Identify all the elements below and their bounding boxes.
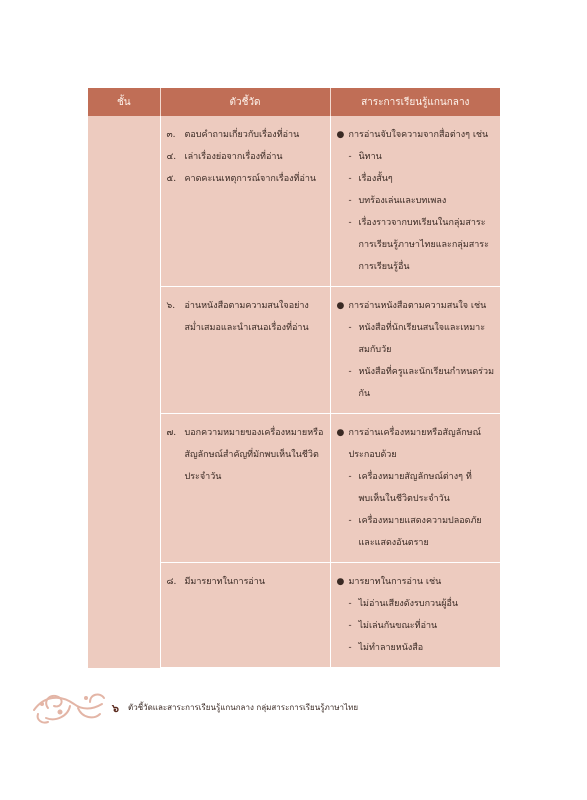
content-item: - เครื่องหมายสัญลักษณ์ต่างๆ ที่พบเห็นในชีวิตประจำวัน (337, 466, 495, 510)
indicator-cell (160, 563, 330, 668)
page-number: ๖ (112, 702, 119, 715)
content-cell (330, 414, 500, 563)
content-item-text: หนังสือที่นักเรียนสนใจและเหมาะสมกับวัย (358, 323, 486, 355)
indicator-number: ๓. (166, 130, 176, 140)
content-intro: การอ่านเครื่องหมายหรือสัญลักษณ์ประกอบด้วย (348, 428, 481, 460)
indicator-number: ๘. (166, 577, 177, 587)
indicator-cell (160, 287, 330, 414)
bullet-icon: ● (336, 130, 345, 140)
indicator-item (167, 124, 324, 146)
indicator-item (167, 571, 324, 593)
content-item: - นิทาน (337, 146, 495, 168)
content-item-text: หนังสือที่ครูและนักเรียนกำหนดร่วมกัน (358, 367, 495, 399)
indicator-text: อ่านหนังสือตามความสนใจอย่างสม่ำเสมอและนำเสนอเรื่องที่อ่าน (184, 301, 309, 333)
content-intro: มารยาทในการอ่าน เช่น (348, 577, 442, 587)
page-footer (30, 688, 550, 724)
content-bullet (337, 295, 495, 317)
content-item-text: บทร้องเล่นและบทเพลง (358, 196, 447, 206)
content-bullet (337, 422, 495, 466)
content-bullet (337, 571, 495, 593)
indicator-text: ตอบคำถามเกี่ยวกับเรื่องที่อ่าน (184, 130, 300, 140)
curriculum-table (88, 88, 500, 668)
content-bullet (337, 124, 495, 146)
indicator-number: ๗. (166, 428, 177, 438)
content-cell (330, 116, 500, 287)
content-item: - บทร้องเล่นและบทเพลง (337, 190, 495, 212)
bullet-icon: ● (336, 301, 345, 311)
indicator-item (167, 295, 324, 339)
content-item-text: นิทาน (358, 152, 382, 162)
bullet-icon: ● (336, 428, 345, 438)
indicator-item (167, 422, 324, 488)
header-core-content: สาระการเรียนรู้แกนกลาง (330, 88, 500, 116)
indicator-cell (160, 116, 330, 287)
content-item-text: ไม่เล่นกันขณะที่อ่าน (358, 621, 438, 631)
indicator-text: คาดคะเนเหตุการณ์จากเรื่องที่อ่าน (184, 174, 317, 184)
indicator-number: ๖. (166, 301, 176, 311)
content-item: - หนังสือที่นักเรียนสนใจและเหมาะสมกับวัย (337, 317, 495, 361)
content-cell (330, 563, 500, 668)
content-item: - ไม่อ่านเสียงดังรบกวนผู้อื่น (337, 593, 495, 615)
header-indicator: ตัวชี้วัด (160, 88, 330, 116)
indicator-item (167, 168, 324, 190)
content-item-text: เรื่องสั้นๆ (358, 174, 393, 184)
content-item-text: เครื่องหมายแสดงความปลอดภัยและแสดงอันตราย (358, 516, 482, 548)
indicator-cell (160, 414, 330, 563)
footer-title: ตัวชี้วัดและสาระการเรียนรู้แกนกลาง กลุ่มสาระการเรียนรู้ภาษาไทย (128, 703, 359, 712)
floral-ornament-icon (30, 688, 110, 728)
content-item: - ไม่ทำลายหนังสือ (337, 637, 495, 659)
content-item: - ไม่เล่นกันขณะที่อ่าน (337, 615, 495, 637)
content-item-text: เครื่องหมายสัญลักษณ์ต่างๆ ที่พบเห็นในชีวิตประจำวัน (358, 472, 472, 504)
table-header-row (88, 88, 500, 116)
indicator-text: เล่าเรื่องย่อจากเรื่องที่อ่าน (184, 152, 283, 162)
table-row (88, 116, 500, 287)
content-item-text: ไม่ทำลายหนังสือ (358, 643, 424, 653)
content-item-text: ไม่อ่านเสียงดังรบกวนผู้อื่น (358, 599, 459, 609)
indicator-number: ๔. (166, 152, 177, 162)
content-cell (330, 287, 500, 414)
content-intro: การอ่านหนังสือตามความสนใจ เช่น (348, 301, 487, 311)
indicator-text: มีมารยาทในการอ่าน (184, 577, 266, 587)
content-intro: การอ่านจับใจความจากสื่อต่างๆ เช่น (348, 130, 489, 140)
content-item: - หนังสือที่ครูและนักเรียนกำหนดร่วมกัน (337, 361, 495, 405)
indicator-number: ๕. (166, 174, 177, 184)
content-item: - เครื่องหมายแสดงความปลอดภัยและแสดงอันตราย (337, 510, 495, 554)
content-item: - เรื่องสั้นๆ (337, 168, 495, 190)
content-item-text: เรื่องราวจากบทเรียนในกลุ่มสาระการเรียนรู้ภาษาไทยและกลุ่มสาระการเรียนรู้อื่น (358, 218, 489, 272)
level-cell (88, 116, 160, 668)
bullet-icon: ● (336, 577, 345, 587)
header-level: ชั้น (88, 88, 160, 116)
content-item: - เรื่องราวจากบทเรียนในกลุ่มสาระการเรียนรู้ภาษาไทยและกลุ่มสาระการเรียนรู้อื่น (337, 212, 495, 278)
indicator-item (167, 146, 324, 168)
indicator-text: บอกความหมายของเครื่องหมายหรือสัญลักษณ์สำคัญที่มักพบเห็นในชีวิตประจำวัน (184, 428, 324, 482)
